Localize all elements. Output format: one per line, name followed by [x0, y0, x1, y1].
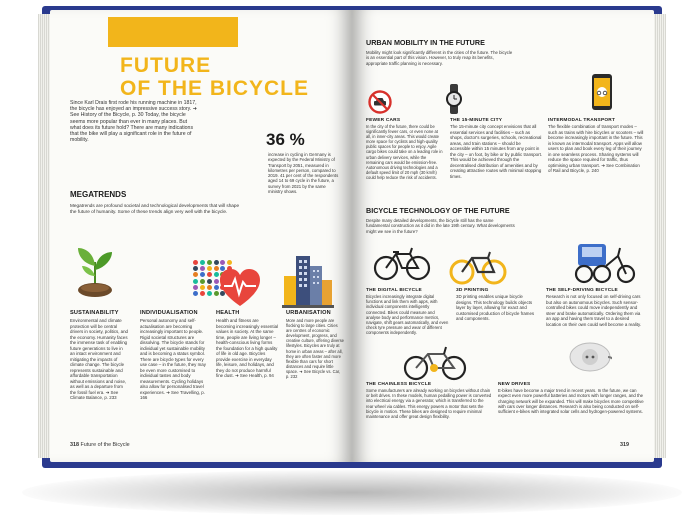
smartwatch-icon — [444, 84, 464, 114]
plant-icon — [72, 242, 118, 300]
city-buildings-icon — [282, 250, 334, 308]
dot — [207, 279, 212, 284]
tech-intro: Despite many detailed developments, the bicycle still has the same fundamental construction as it did in the late 19th century. What developments might we see in the future? — [366, 218, 515, 234]
dot — [214, 260, 219, 265]
urban-item-heading-intermodal: INTERMODAL TRANSPORT — [548, 118, 616, 123]
dot — [193, 260, 198, 265]
dot — [193, 272, 198, 277]
title-line-2: OF THE BICYCLE — [120, 77, 310, 100]
urban-item-text-fewer-cars: In the city of the future, there could be significantly fewer cars, or even none at all, in inner-city areas. This would create more space for cyclists and high-quality public spaces for people to enjoy. Agile cargo bikes could take on a leading role in urban delivery services, while the remaining cars would be emission-free. Autonomous driving technologies and a default speed limit of 20 mph (30 km/h) could help reduce the risk of accidents. — [366, 124, 443, 180]
heart-pulse-icon — [218, 268, 262, 308]
charging-plug-icon — [568, 340, 612, 374]
tech-heading-self-driving: THE SELF-DRIVING BICYCLE — [546, 288, 618, 293]
urban-item-heading-15-minute-city: THE 15-MINUTE CITY — [450, 118, 503, 123]
dot — [207, 260, 212, 265]
tech-text-digital: Bicycles increasingly integrate digital functions and link them with apps, with individual components intelligently connected. Bikes could measure and analyse body and performance metrics, navigate, shift gears automatically, and even check tyre pressure and wear of different components independently. — [366, 294, 449, 336]
dot — [200, 272, 205, 277]
dot — [200, 260, 205, 265]
dot — [227, 260, 232, 265]
urban-item-text-intermodal: The flexible combination of transport modes – such as trains with hire bicycles or scooters – will become increasingly important in the future. This is known as intermodal transport. Apps will allow users to plan and book every leg of their journey in one seamless process. Sharing systems will reduce the space required for traffic, thus optimising urban transport. ➜ See Combination of Rail and Bicycle, p. 240 — [548, 124, 644, 173]
dot — [193, 291, 198, 296]
smartphone-app-icon — [590, 72, 614, 112]
self-driving-cargo-bike-icon — [574, 236, 636, 284]
intro-text: Since Karl Drais first rode his running machine in 1817, the bicycle has enjoyed an impressive success story. ➜ See History of the Bicycle, p. 30 Today, the bicycle seems more popular than ever in many places. But what does its future hold? There are many indications that the bike will play a significant role in the future of mobility. — [70, 100, 198, 144]
book-shadow — [22, 470, 682, 515]
urban-intro: Mobility might look significantly different in the cities of the future. The bicycle is an essential part of this vision. However, to truly reap its benefits, appropriate traffic planning is necessary. — [366, 50, 513, 66]
page-footer-left — [70, 442, 130, 448]
trend-heading-urbanisation: URBANISATION — [286, 310, 331, 316]
urban-heading: URBAN MOBILITY IN THE FUTURE — [366, 38, 485, 47]
trend-heading-sustainability: SUSTAINABILITY — [70, 310, 119, 316]
urban-item-heading-fewer-cars: FEWER CARS — [366, 118, 401, 123]
tech-text-new-drives: E-bikes have become a major trend in recent years. In the future, we can expect even more powerful batteries and motors with longer ranges, and the charging network will be expanded. This will make bicycles more competitive with cars over longer distances. Research is also being conducted on self-sufficient e-bikes with integrated solar cells and hydrogen-powered systems. — [498, 388, 644, 415]
dot — [207, 291, 212, 296]
dot — [200, 266, 205, 271]
urban-item-text-15-minute-city: The 15-minute city concept envisions that all essential services and facilities – such as shops, doctor's surgeries, schools, recreational areas, and train stations – should be accessible within 15 minutes from any point in the city – on foot, by bike or by public transport. This would be achieved through the decentralised distribution of amenities and by creating attractive routes with minimal stopping times. — [450, 124, 543, 179]
right-page — [352, 10, 654, 462]
no-cars-sign-icon — [368, 90, 392, 114]
title-line-1: FUTURE — [120, 54, 212, 77]
megatrends-text: Megatrends are profound societal and technological developments that will shape the future of humanity. Some of these trends align very well with the bicycle. — [70, 203, 240, 214]
dot — [207, 266, 212, 271]
tech-heading-chainless: THE CHAINLESS BICYCLE — [366, 382, 432, 387]
page-stack-left — [38, 14, 50, 458]
trend-text-sustainability: Environmental and climate protection will be central drivers in society, politics, and the economy. Humanity faces the immense task of enabling future generations to live in an intact environment and mitigating the impacts of climate change. The bicycle represents sustainable and affordable transportation without emissions and noise, as well as a departure from the fossil fuel era. ➜ See Climate Balance, p. 233 — [70, 318, 128, 400]
tech-text-3d-printing: 3D printing enables unique bicycle designs. This technology builds objects layer by layer, allowing for exact and customised production of bicycle frames and components. — [456, 294, 535, 321]
trend-text-health: Health and fitness are becoming increasingly essential values in society. At the same time, people are living longer – health-conscious living forms the foundation for a high quality of life in old age. Bicycles provide exercise in everyday life, leisure, and holidays, and they do not produce harmful fine dust. ➜ See Health, p. 94 — [216, 318, 278, 378]
dot — [220, 260, 225, 265]
tech-heading-3d-printing: 3D PRINTING — [456, 288, 489, 293]
stat-text: increase in cycling in Germany is expected by the Federal Ministry of Transport by 2051, measured in kilometres per person, compared to 2019. 41 per cent of the respondents aged 14 to 69 cycle in the future, a survey from 2021 by the same ministry shows. — [268, 152, 339, 195]
chainless-bicycle-icon — [402, 342, 468, 382]
trend-heading-health: HEALTH — [216, 310, 240, 316]
dot — [207, 285, 212, 290]
digital-bicycle-icon — [372, 242, 432, 282]
trend-text-urbanisation: More and more people are flocking to large cities. Cities are centres of economic development, progress, and creative culture, offering diverse lifestyles. Bicycles are truly at home in urban areas – after all, they are often faster and more flexible than cars for short distances and require little space. ➜ See Bicycle vs. Car, p. 232 — [286, 318, 344, 380]
dot — [200, 279, 205, 284]
megatrends-heading: MEGATRENDS — [70, 190, 127, 199]
running-title: Future of the Bicycle — [80, 442, 130, 448]
dot — [193, 266, 198, 271]
tech-heading-new-drives: NEW DRIVES — [498, 382, 531, 387]
stat-value: 36 % — [266, 130, 305, 149]
dot — [193, 279, 198, 284]
dot — [200, 285, 205, 290]
tech-heading-digital: THE DIGITAL BICYCLE — [366, 288, 422, 293]
chapter-title — [120, 54, 309, 100]
accent-bar — [108, 17, 238, 47]
page-number-right: 319 — [620, 442, 629, 448]
page-stack-right — [654, 14, 666, 458]
page-number-left: 318 — [70, 442, 79, 448]
tech-text-chainless: Some manufacturers are already working on bicycles without chain or belt drives. In these models, human pedalling power is converted into electrical energy via a generator, which is transferred to the rear wheel via cables. This energy powers a motor that sets the bicycle in motion. These bikes are designed to require minimal maintenance and offer great design flexibility. — [366, 388, 492, 420]
tech-text-self-driving: Research is not only focused on self-driving cars but also on autonomous bicycles. Such sensor-controlled bikes could move independently and steer and brake automatically. Ordering them via an app and having them travel to a desired location on their own could well become a reality. — [546, 294, 642, 327]
tech-heading: BICYCLE TECHNOLOGY OF THE FUTURE — [366, 206, 510, 215]
3d-printed-bicycle-icon — [448, 248, 508, 286]
left-page — [50, 10, 352, 462]
trend-text-individualisation: Personal autonomy and self-actualisation are becoming increasingly important to people. Rigid societal structures are dissolving. The bicycle stands for individual yet sustainable mobility and is becoming a status symbol. There are bicycle types for every use case – in the future, they may be even more customised to individual tastes and body measurements. Cycling holidays also allow for personalised travel experiences. ➜ See Travelling, p. 166 — [140, 318, 206, 400]
trend-heading-individualisation: INDIVIDUALISATION — [140, 310, 198, 316]
dot — [193, 285, 198, 290]
dot — [207, 272, 212, 277]
dot — [200, 291, 205, 296]
